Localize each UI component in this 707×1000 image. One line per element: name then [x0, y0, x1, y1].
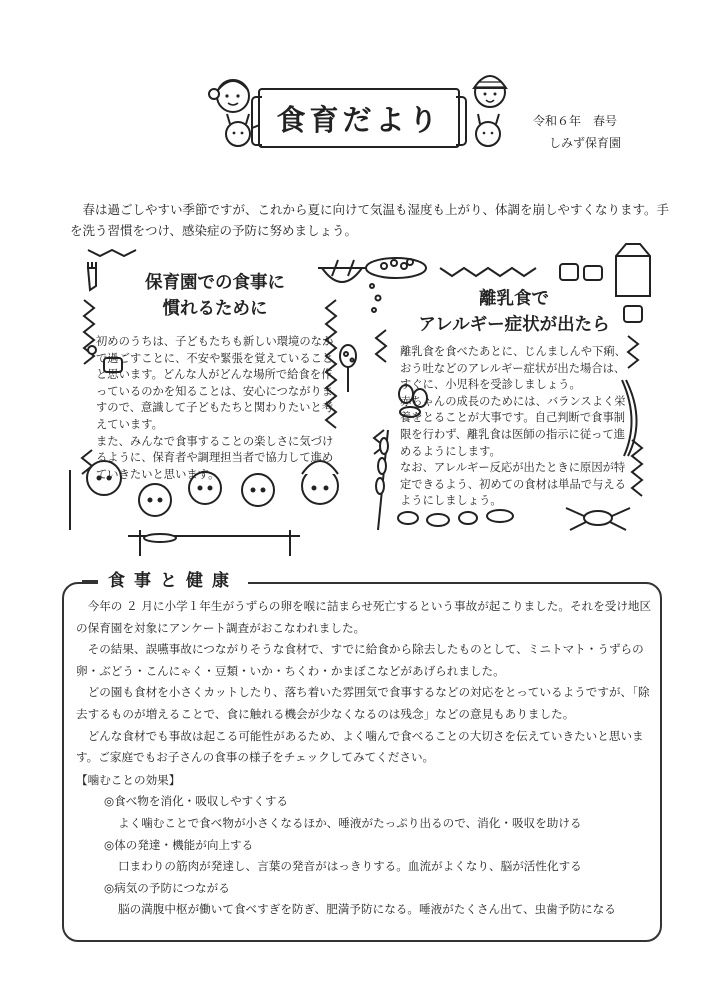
health-paragraph3: どの園も食材を小さくカットしたり、落ち着いた雰囲気で食事するなどの対応をとっているようですが、「除去するものが増えることで、食に触れる機会が少なくなるのは残念」などの意見もありました。: [76, 685, 650, 721]
section-nursery-paragraph1: 初めのうちは、子どもたちも新しい環境のなかで過ごすことに、不安や緊張を覚えていることと思います。どんな人がどんな場所で給食を作っているのかを知ることは、安心につながりますので、意識して子どもたちと関わりたいと考えています。: [96, 335, 334, 431]
health-paragraph4: どんな食材でも事故は起こる可能性があるため、よく噛んで食べることの大切さを伝えていきたいと思います。ご家庭でもお子さんの食事の様子をチェックしてみてください。: [76, 728, 644, 765]
newsletter-title: 食育だより: [276, 102, 442, 137]
chewing-effect-title: ◎体の発達・機能が向上する: [104, 837, 254, 852]
section-nursery-meals: [96, 270, 334, 483]
chewing-effect-detail: 脳の満腹中枢が働いて食べすぎを防ぎ、肥満予防になる。唾液がたくさん出て、虫歯予防になる: [118, 902, 616, 917]
section-allergy-title-line1: 離乳食で: [479, 289, 549, 309]
section-allergy-paragraph3: なお、アレルギー反応が出たときに原因が特定できるよう、初めての食材は単品で与えるようにしましょう。: [400, 461, 626, 508]
intro-paragraph: 春は過ごしやすい季節ですが、これから夏に向けて気温も湿度も上がり、体調を崩しやすくなります。手を洗う習慣をつけ、感染症の予防に努めましょう。: [70, 202, 670, 238]
section-allergy-body: [400, 344, 628, 510]
chewing-effect-title: ◎病気の予防につながる: [104, 880, 230, 895]
section-nursery-title-line2: 慣れるために: [162, 299, 268, 319]
chewing-effect-detail: 口まわりの筋肉が発達し、言葉の発音がはっきりする。血流がよくなり、脳が活性化する: [118, 859, 582, 874]
health-paragraph1: 今年の ２ 月に小学１年生がうずらの卵を喉に詰まらせ死亡するという事故が起こりました。それを受け地区の保育園を対象にアンケート調査がおこなわれました。: [76, 599, 652, 635]
section-allergy: [400, 286, 628, 510]
health-section-content: [76, 596, 658, 921]
section-allergy-paragraph1: 離乳食を食べたあとに、じんましんや下痢、おう吐などのアレルギー症状が出た場合は、すぐに、小児科を受診しましょう。: [400, 345, 626, 392]
section-allergy-title-line2: アレルギー症状が出たら: [418, 315, 610, 335]
section-nursery-paragraph2: また、みんなで食事することの楽しさに気づけるように、保育者や調理担当者で協力して進めていきたいと思います。: [96, 434, 334, 481]
section-allergy-paragraph2: 赤ちゃんの成長のためには、バランスよく栄養をとることが大事です。自己判断で食事制限を行わず、離乳食は医師の指示に従って進めるようにします。: [400, 394, 626, 458]
health-paragraph2: その結果、誤嚥事故につながりそうな食材で、すでに給食から除去したものとして、ミニトマト・うずらの卵・ぶどう・こんにゃく・豆類・いか・ちくわ・かまぼこなどがあげられました。: [76, 642, 644, 678]
health-section-title: 食事と健康: [98, 566, 248, 591]
chewing-effect-title: ◎食べ物を消化・吸収しやすくする: [104, 794, 289, 809]
school-name: しみず保育園: [549, 136, 622, 150]
section-allergy-title: [400, 286, 628, 338]
chewing-effects-heading: 【噛むことの効果】: [76, 772, 181, 787]
section-nursery-title: [96, 270, 334, 322]
chewing-effect-detail: よく噛むことで食べ物が小さくなるほか、唾液がたっぷり出るので、消化・吸収を助ける: [118, 815, 582, 830]
section-nursery-body: [96, 334, 334, 483]
section-nursery-title-line1: 保育園での食事に: [145, 273, 285, 293]
issue-label: 令和６年 春号: [533, 114, 618, 128]
